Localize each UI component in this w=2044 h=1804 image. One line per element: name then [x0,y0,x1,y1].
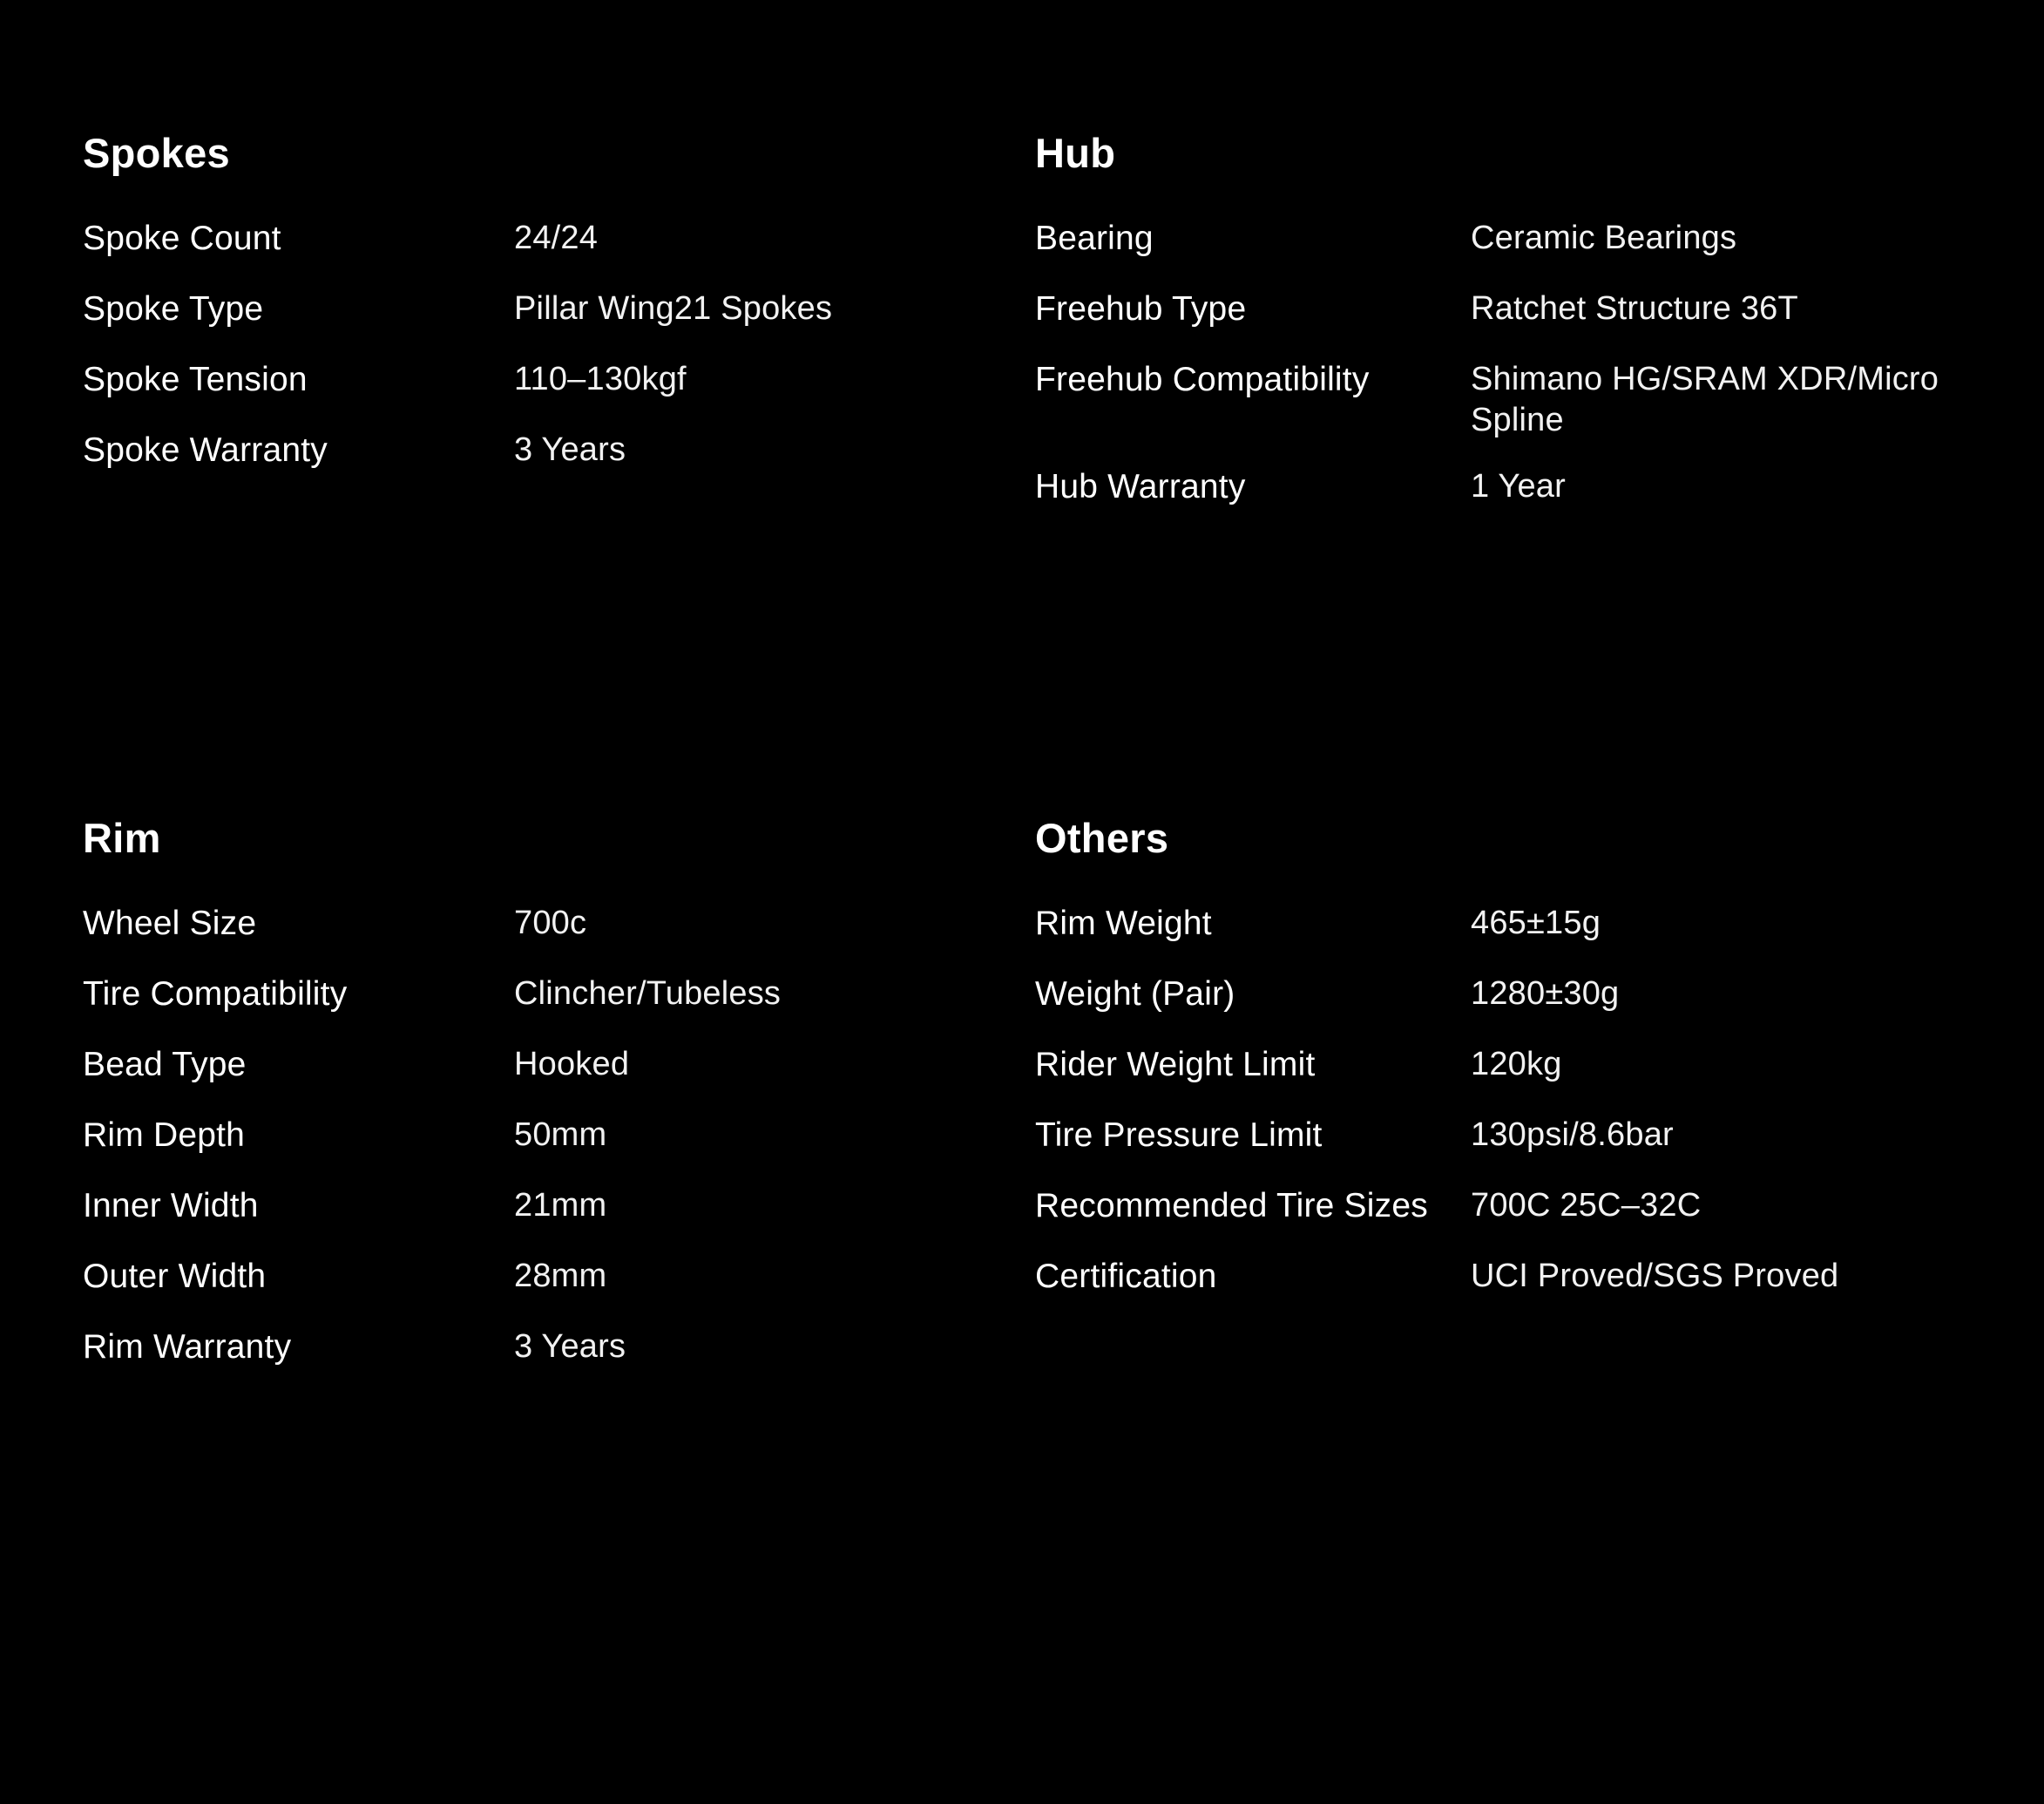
spec-row [1035,1115,1961,1160]
spec-row [1035,903,1961,948]
spec-value: Ratchet Structure 36T [1471,289,1798,327]
section-others [1035,816,1961,1397]
spec-row [1035,218,1961,263]
spec-row [83,430,1009,475]
spec-label: Freehub Compatibility [1035,360,1370,398]
section-title-others: Others [1035,814,1169,861]
spec-label: Freehub Type [1035,289,1247,328]
spec-label: Certification [1035,1257,1217,1295]
spec-label: Tire Pressure Limit [1035,1116,1323,1154]
spec-row [83,1044,1009,1089]
spec-label: Tire Compatibility [83,974,348,1013]
spec-row [83,1326,1009,1372]
spec-row [83,359,1009,404]
spec-value: 28mm [514,1257,607,1294]
spec-label: Bearing [1035,219,1154,257]
spec-row [83,288,1009,334]
spec-value: 21mm [514,1186,607,1224]
spec-value: UCI Proved/SGS Proved [1471,1257,1839,1294]
spec-row [83,1256,1009,1301]
section-rim [83,816,1009,1397]
spec-sections-grid [83,131,1974,1397]
spec-value: 1 Year [1471,467,1566,505]
spec-row [83,903,1009,948]
spec-label: Rim Warranty [83,1327,292,1366]
spec-label: Spoke Warranty [83,431,328,469]
spec-row [1035,288,1961,334]
spec-row [1035,466,1961,512]
spec-value: 120kg [1471,1045,1562,1082]
section-spokes [83,131,1009,537]
spec-value: Shimano HG/SRAM XDR/Micro Spline [1471,360,1939,438]
spec-label: Rider Weight Limit [1035,1045,1316,1083]
spec-row [1035,1044,1961,1089]
spec-row [1035,973,1961,1019]
section-hub [1035,131,1961,537]
spec-row [83,973,1009,1019]
spec-row [83,218,1009,263]
spec-value: Hooked [514,1045,630,1082]
spec-label: Inner Width [83,1186,259,1224]
section-title-spokes: Spokes [83,130,230,176]
spec-label: Spoke Tension [83,360,308,398]
spec-value: 700C 25C–32C [1471,1186,1702,1224]
section-title-hub: Hub [1035,130,1116,176]
spec-value: Pillar Wing21 Spokes [514,289,833,327]
spec-value: 465±15g [1471,904,1601,941]
spec-label: Bead Type [83,1045,247,1083]
spec-label: Rim Weight [1035,904,1212,942]
spec-value: Ceramic Bearings [1471,219,1737,256]
spec-row [1035,1256,1961,1301]
spec-value: 1280±30g [1471,974,1620,1012]
spec-label: Spoke Type [83,289,264,328]
spec-row [83,1185,1009,1231]
spec-value: 3 Years [514,431,626,468]
spec-label: Spoke Count [83,219,281,257]
spec-label: Rim Depth [83,1116,246,1154]
spec-value: 700c [514,904,587,941]
spec-value: Clincher/Tubeless [514,974,782,1012]
spec-value: 110–130kgf [514,360,687,397]
section-title-rim: Rim [83,814,161,861]
spec-label: Wheel Size [83,904,257,942]
spec-row [1035,1185,1961,1231]
spec-row [83,1115,1009,1160]
spec-value: 50mm [514,1116,607,1153]
spec-value: 24/24 [514,219,599,256]
spec-value: 3 Years [514,1327,626,1365]
spec-label: Outer Width [83,1257,267,1295]
spec-label: Recommended Tire Sizes [1035,1186,1428,1224]
spec-label: Weight (Pair) [1035,974,1235,1013]
spec-label: Hub Warranty [1035,467,1246,505]
spec-value: 130psi/8.6bar [1471,1116,1674,1153]
spec-row [1035,359,1961,441]
